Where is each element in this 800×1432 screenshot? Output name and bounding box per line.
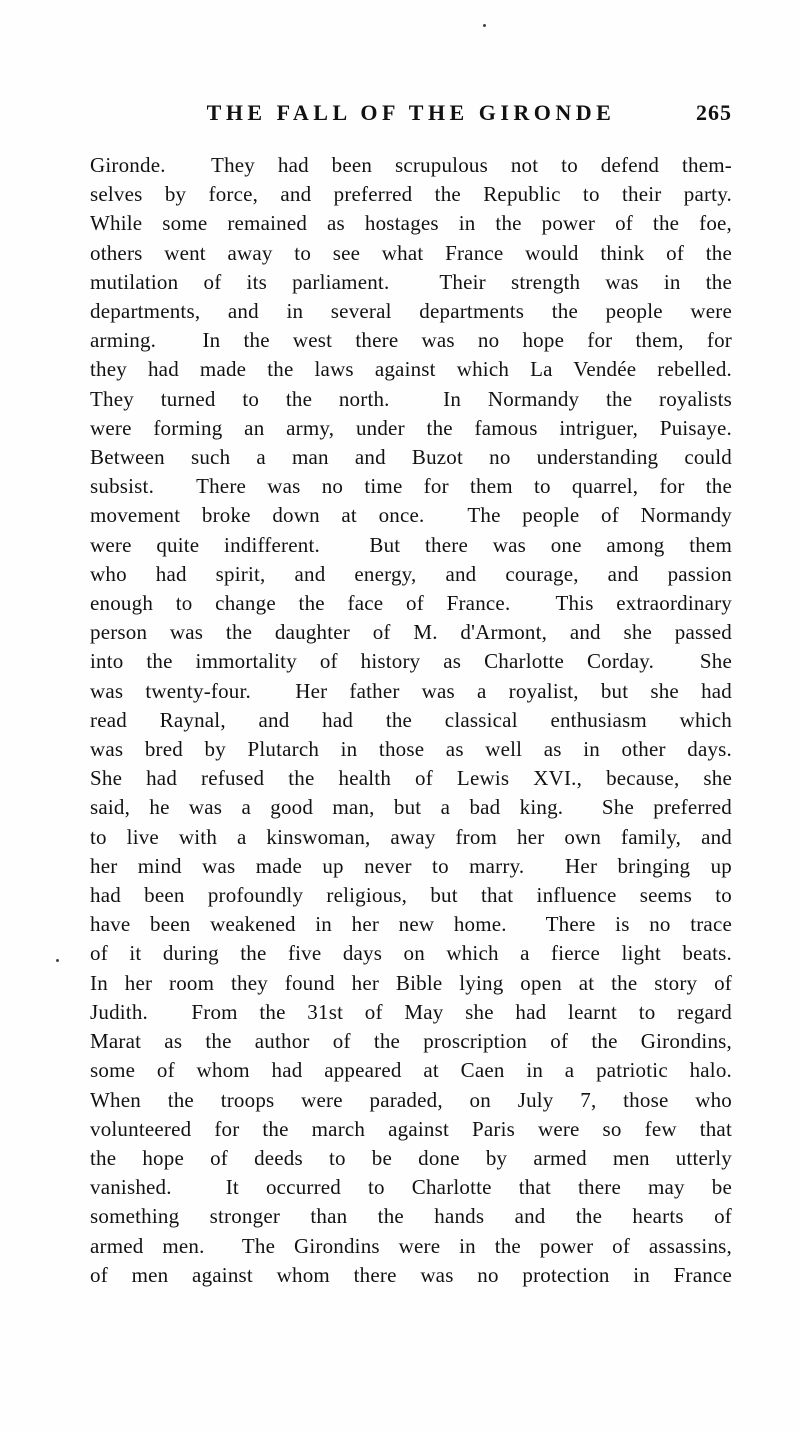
page-number: 265: [696, 100, 732, 125]
text-line: vanished. It occurred to Charlotte that there may be: [90, 1175, 732, 1200]
text-line: volunteered for the march against Paris were so few that: [90, 1116, 732, 1141]
text-line: of it during the five days on which a fierce light beats.: [90, 941, 732, 966]
text-line: While some remained as hostages in the power of the foe,: [90, 211, 732, 236]
text-line: to live with a kinswoman, away from her own family, and: [90, 824, 732, 849]
text-line: were forming an army, under the famous intriguer, Puisaye.: [90, 415, 732, 440]
text-line: said, he was a good man, but a bad king. She preferred: [90, 795, 732, 820]
text-line: others went away to see what France would think of the: [90, 240, 732, 265]
text-line: Gironde. They had been scrupulous not to defend them-: [90, 153, 732, 177]
text-line: They turned to the north. In Normandy the royalists: [90, 386, 732, 411]
text-line: some of whom had appeared at Caen in a patriotic halo.: [90, 1058, 732, 1083]
text-line: departments, and in several departments the people were: [90, 299, 732, 324]
text-line: Marat as the author of the proscription of the Girondins,: [90, 1029, 732, 1054]
page-content: [90, 0, 732, 1290]
text-line: mutilation of its parliament. Their strength was in the: [90, 269, 732, 294]
text-line: read Raynal, and had the classical enthusiasm which: [90, 707, 732, 732]
text-line: When the troops were paraded, on July 7, those who: [90, 1087, 732, 1112]
text-line: into the immortality of history as Charlotte Corday. She: [90, 649, 732, 674]
text-line: have been weakened in her new home. There is no trace: [90, 912, 732, 937]
text-line: had been profoundly religious, but that influence seems to: [90, 883, 732, 908]
text-line: She had refused the health of Lewis XVI., because, she: [90, 766, 732, 791]
text-line: Judith. From the 31st of May she had learnt to regard: [90, 999, 732, 1024]
text-line: selves by force, and preferred the Republic to their party.: [90, 182, 732, 207]
text-line: arming. In the west there was no hope for them, for: [90, 328, 732, 353]
text-line: who had spirit, and energy, and courage, and passion: [90, 561, 732, 586]
text-line: movement broke down at once. The people of Normandy: [90, 503, 732, 528]
text-line: In her room they found her Bible lying open at the story of: [90, 970, 732, 995]
text-line: her mind was made up never to marry. Her bringing up: [90, 853, 732, 878]
text-lines: [90, 151, 732, 1290]
text-line: were quite indifferent. But there was one among them: [90, 532, 732, 557]
text-line: person was the daughter of M. d'Armont, and she passed: [90, 620, 732, 645]
text-line: was bred by Plutarch in those as well as in other days.: [90, 737, 732, 762]
text-line: Between such a man and Buzot no understanding could: [90, 445, 732, 470]
scan-speck-left-margin: [56, 959, 59, 962]
text-line: subsist. There was no time for them to quarrel, for the: [90, 474, 732, 499]
text-line: something stronger than the hands and the hearts of: [90, 1204, 732, 1229]
text-line: armed men. The Girondins were in the power of assassins,: [90, 1233, 732, 1258]
running-title: THE FALL OF THE GIRONDE: [206, 100, 616, 125]
text-line: of men against whom there was no protection in France: [90, 1262, 732, 1287]
text-line: was twenty-four. Her father was a royalist, but she had: [90, 678, 732, 703]
text-line: enough to change the face of France. This extraordinary: [90, 591, 732, 616]
running-header: [90, 100, 732, 126]
text-line: the hope of deeds to be done by armed men utterly: [90, 1145, 732, 1170]
text-line: they had made the laws against which La Vendée rebelled.: [90, 357, 732, 382]
